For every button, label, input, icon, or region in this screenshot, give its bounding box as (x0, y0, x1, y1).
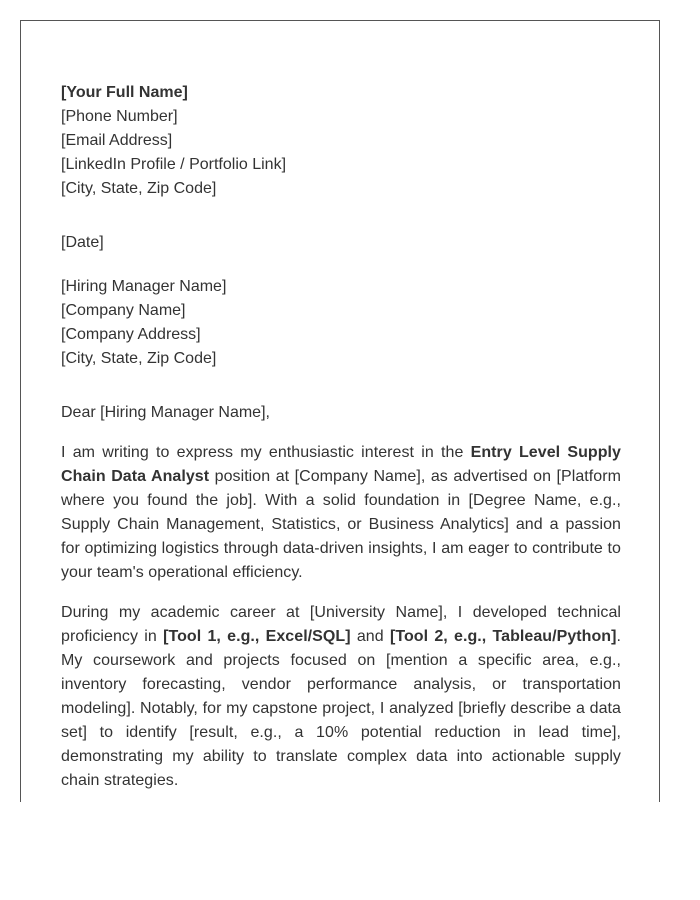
paragraph-1-job-title: Entry Level Supply Chain Data Analyst (61, 444, 621, 485)
sender-name: [Your Full Name] (61, 84, 188, 101)
letter-page (20, 20, 660, 802)
paragraph-1-text-1: I am writing to express my enthusiastic interest in the (61, 444, 471, 461)
letter-date: [Date] (61, 234, 104, 251)
body-paragraph-2 (61, 601, 621, 793)
paragraph-2-text-2: and (350, 628, 390, 645)
recipient-address: [Company Address] (61, 326, 201, 343)
paragraph-2-tool-2: [Tool 2, e.g., Tableau/Python] (389, 628, 617, 645)
body-paragraph-1 (61, 441, 621, 585)
sender-linkedin: [LinkedIn Profile / Portfolio Link] (61, 156, 287, 173)
paragraph-2-text-3: . My coursework and projects focused on [mention a specific area, e.g., inventory forecasting, vendor performance analysis, or transportation modeling]. Notably, for my capstone project, I analyzed [briefly describe a data set] to identify [result, e.g., a 10% potential reduction in lead time], demonstrating my ability to translate complex data into actionable supply chain strategies. (61, 628, 622, 789)
sender-city: [City, State, Zip Code] (61, 180, 217, 197)
salutation: Dear [Hiring Manager Name], (61, 404, 270, 421)
recipient-block (61, 275, 621, 371)
recipient-manager: [Hiring Manager Name] (61, 278, 227, 295)
letter-content (61, 81, 621, 793)
paragraph-2-tool-1: [Tool 1, e.g., Excel/SQL] (163, 628, 351, 645)
date-block (61, 231, 621, 255)
sender-phone: [Phone Number] (61, 108, 178, 125)
recipient-company: [Company Name] (61, 302, 186, 319)
sender-email: [Email Address] (61, 132, 173, 149)
paragraph-2-text-1: During my academic career at [University Name], I developed technical proficiency in (61, 604, 621, 645)
sender-block (61, 81, 621, 201)
recipient-city: [City, State, Zip Code] (61, 350, 217, 367)
paragraph-1-text-2: position at [Company Name], as advertised on [Platform where you found the job]. With a solid foundation in [Degree Name, e.g., Supply Chain Management, Statistics, or Business Analytics] and a passion for optimizing logistics through data-driven insights, I am eager to contribute to your team's operational efficiency. (61, 468, 622, 581)
